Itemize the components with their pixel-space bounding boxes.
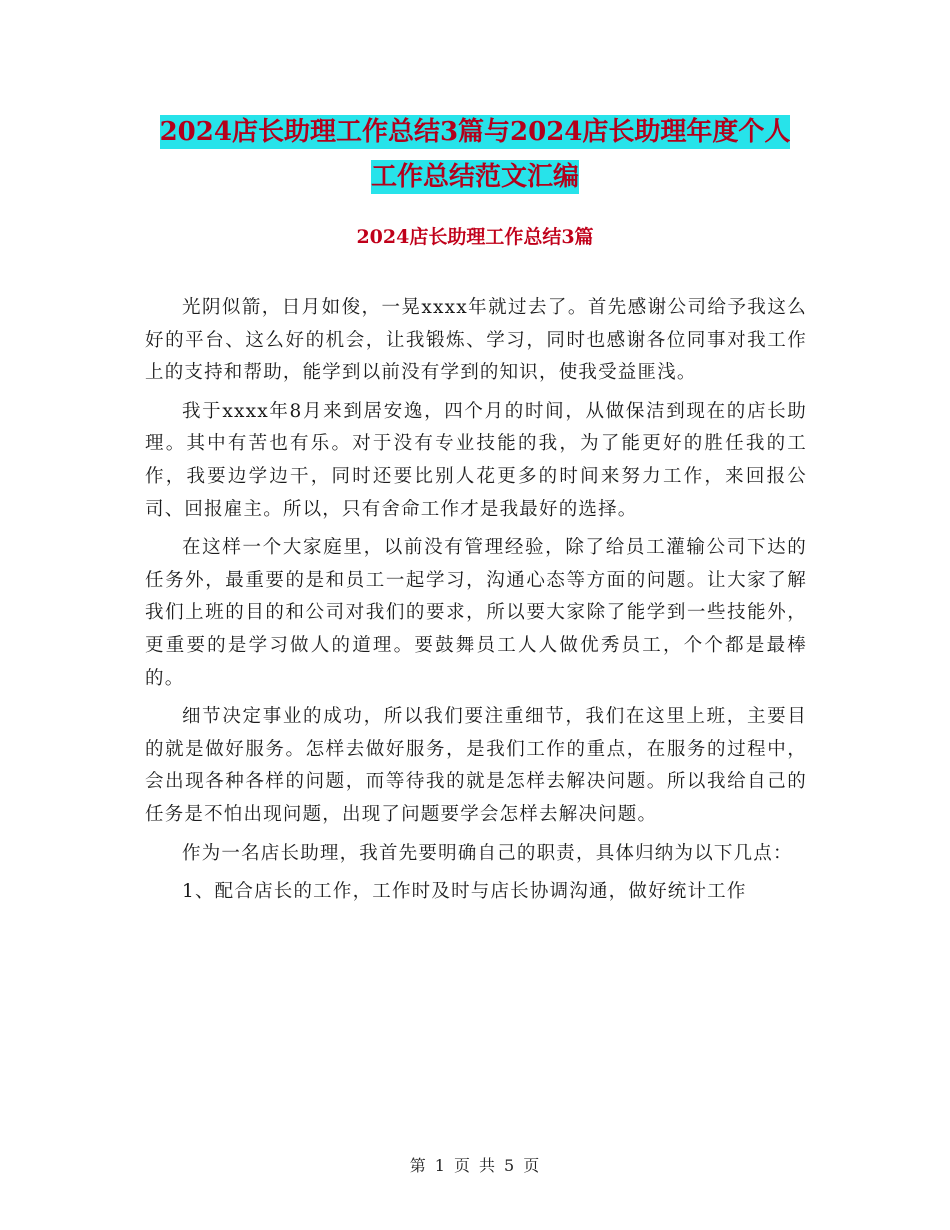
footer-current-page: 1 [434, 1156, 446, 1175]
paragraph-1: 光阴似箭，日月如俊，一晃xxxx年就过去了。首先感谢公司给予我这么好的平台、这么好的机会，让我锻炼、学习，同时也感谢各位同事对我工作上的支持和帮助，能学到以前没有学到的知识，使我受益匪浅。 [145, 297, 807, 384]
footer-prefix: 第 [409, 1156, 427, 1175]
paragraph-3: 在这样一个大家庭里，以前没有管理经验，除了给员工灌输公司下达的任务外，最重要的是和员工一起学习，沟通心态等方面的问题。让大家了解我们上班的目的和公司对我们的要求，所以要大家除了能学到一些技能外，更重要的是学习做人的道理。要鼓舞员工人人做优秀员工，个个都是最棒的。 [145, 537, 807, 689]
document-body [145, 292, 807, 915]
footer-suffix: 页 [523, 1156, 541, 1175]
paragraph-6: 1、配合店长的工作，工作时及时与店长协调沟通，做好统计工作 [182, 881, 747, 903]
paragraph-4: 细节决定事业的成功，所以我们要注重细节，我们在这里上班，主要目的就是做好服务。怎样去做好服务，是我们工作的重点，在服务的过程中，会出现各种各样的问题，而等待我的就是怎样去解决问题。所以我给自己的任务是不怕出现问题，出现了问题要学会怎样去解决问题。 [145, 706, 807, 825]
document-title-line2: 工作总结范文汇编 [370, 162, 579, 192]
document-title-line1: 2024店长助理工作总结3篇与2024店长助理年度个人 [159, 117, 791, 147]
footer-total-prefix: 共 [479, 1156, 497, 1175]
page-footer [0, 1153, 950, 1176]
footer-total-pages: 5 [504, 1156, 516, 1175]
document-title [145, 110, 805, 200]
footer-mid: 页 [453, 1156, 471, 1175]
paragraph-5: 作为一名店长助理，我首先要明确自己的职责，具体归纳为以下几点： [182, 842, 793, 864]
paragraph-2: 我于xxxx年8月来到居安逸，四个月的时间，从做保洁到现在的店长助理。其中有苦也有乐。对于没有专业技能的我，为了能更好的胜任我的工作，我要边学边干，同时还要比别人花更多的时间来努力工作，来回报公司、回报雇主。所以，只有舍命工作才是我最好的选择。 [145, 400, 807, 520]
section-title: 2024店长助理工作总结3篇 [356, 226, 594, 248]
